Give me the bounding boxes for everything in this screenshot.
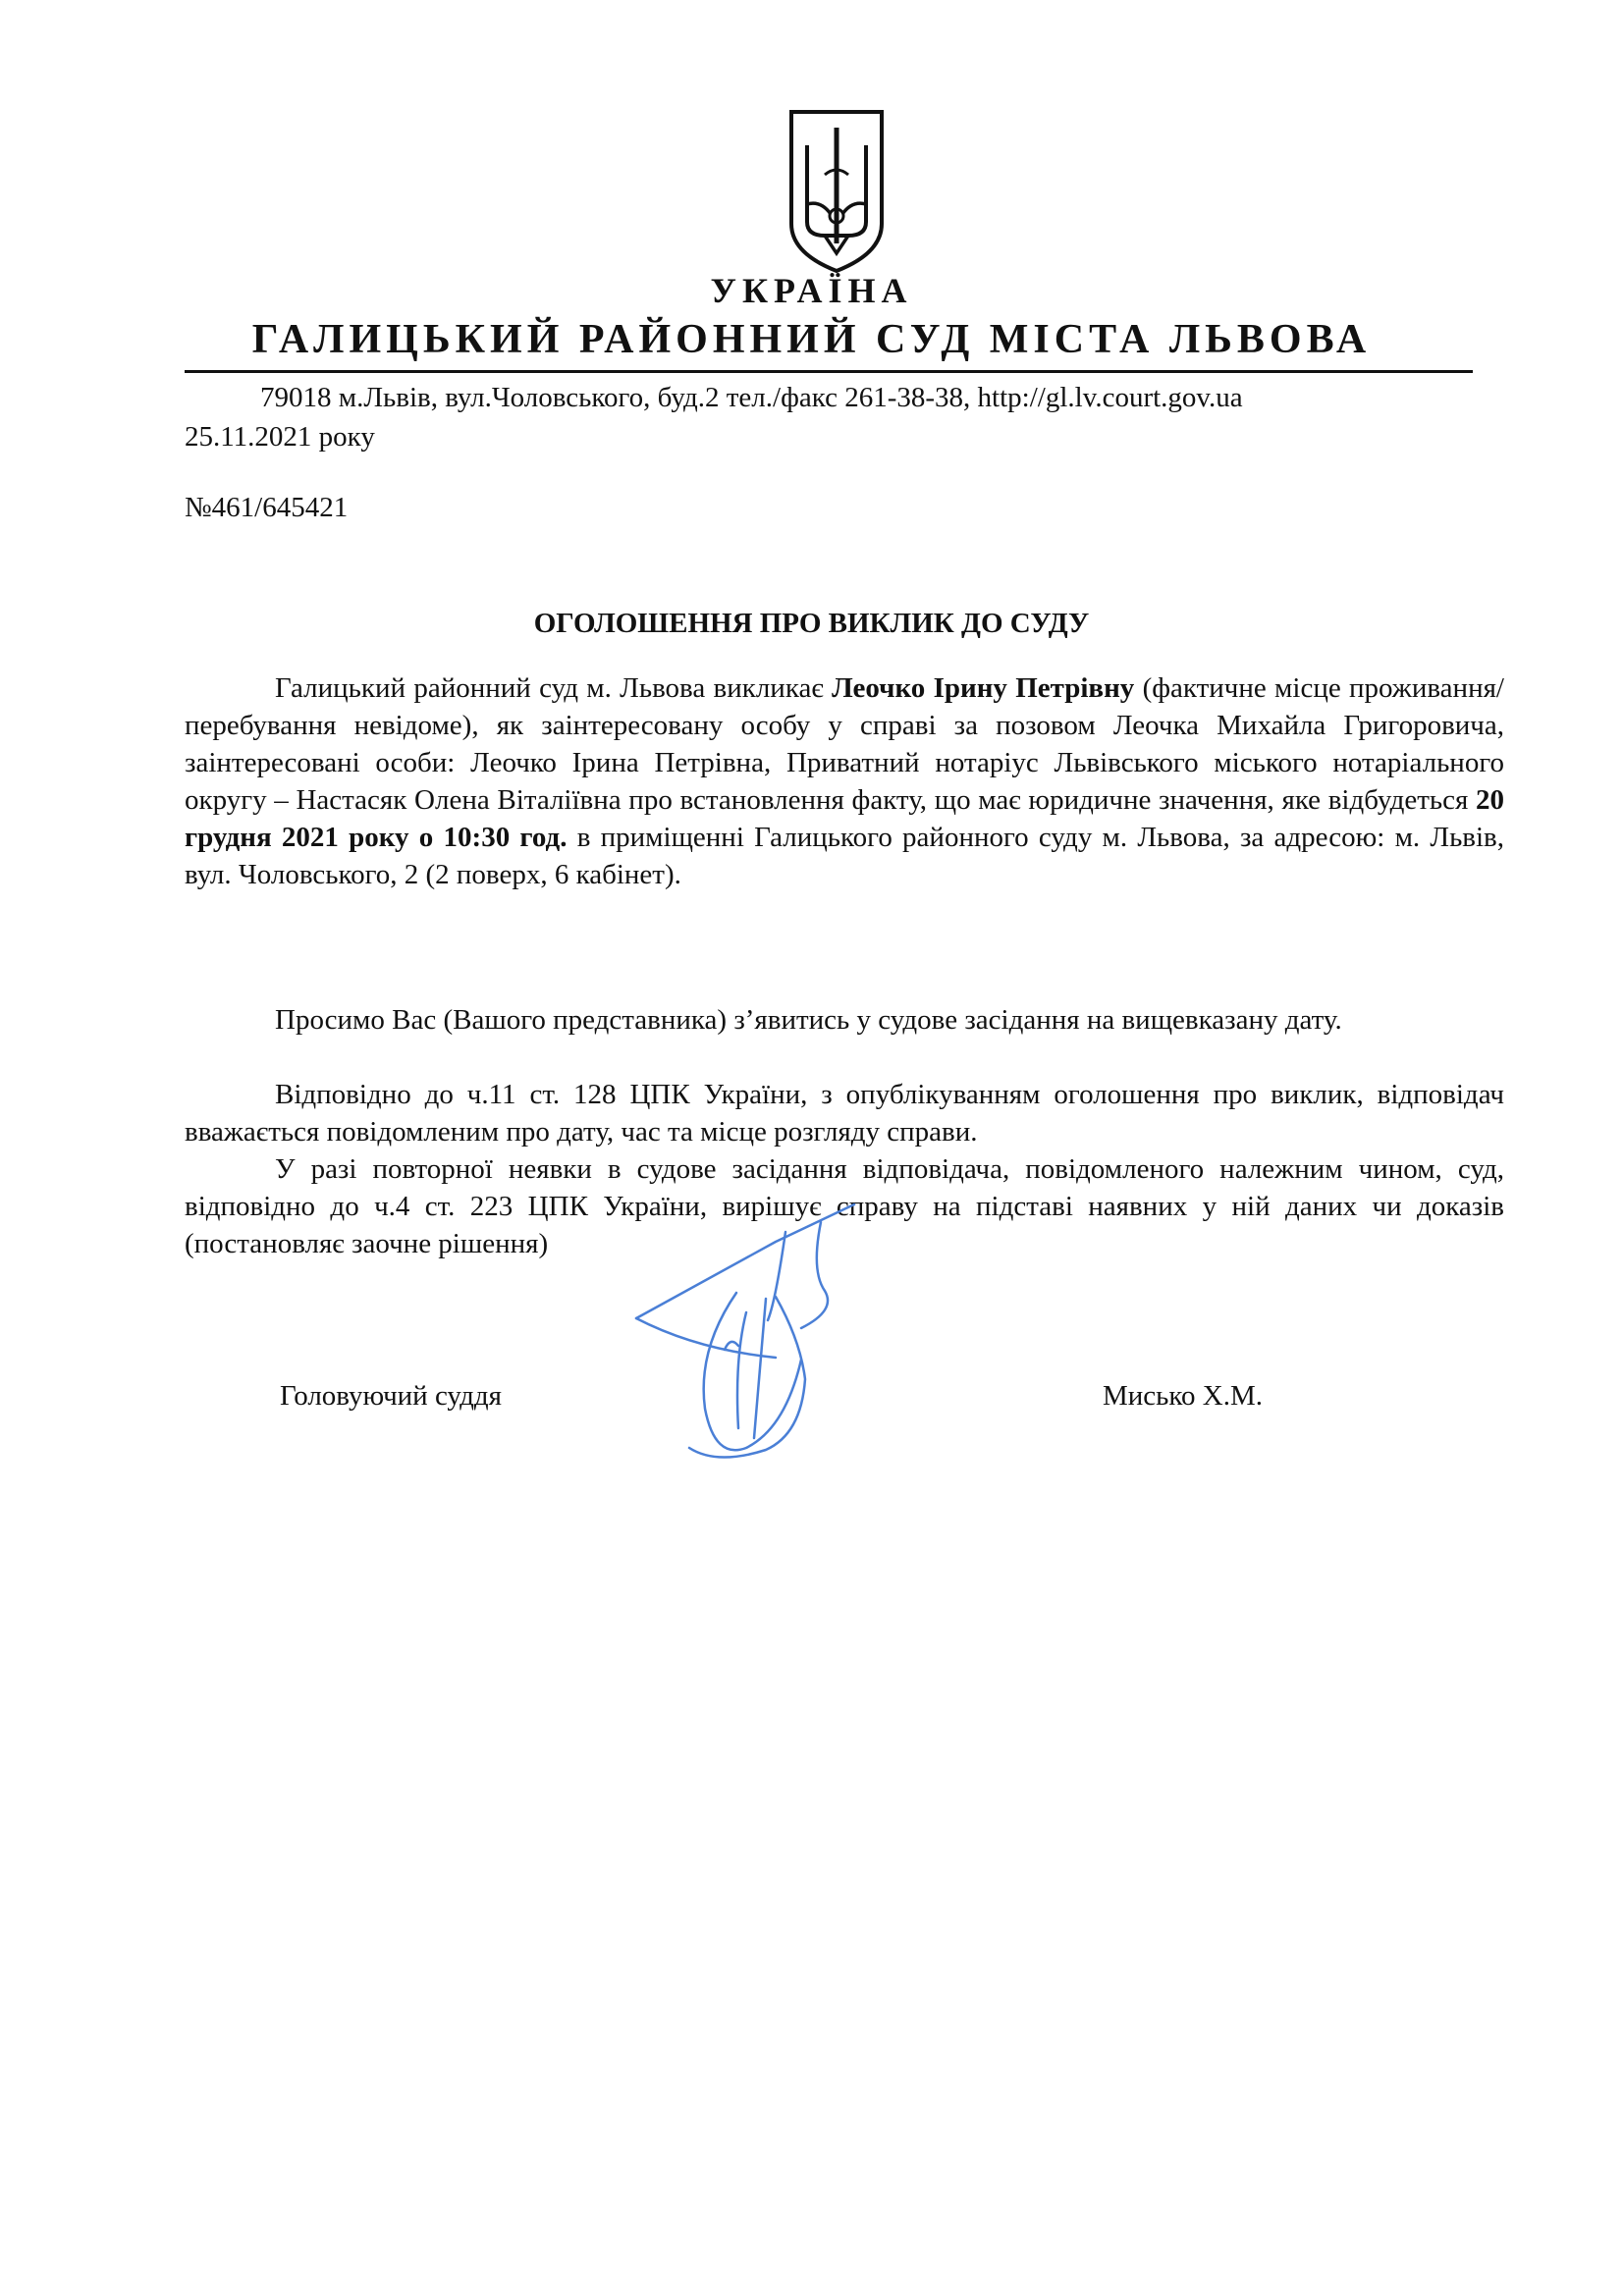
document-number: №461/645421 <box>185 492 349 523</box>
signer-name: Мисько Х.М. <box>1103 1380 1263 1412</box>
notice-paragraph-4: У разі повторної неявки в судове засідання відповідача, повідомленого належним чином, суд, відповідно до ч.4 ст. 223 ЦПК України, вирішує справу на підставі наявних у ній даних чи доказів (постановляє заочне рішення) <box>185 1153 1504 1259</box>
court-name: ГАЛИЦЬКИЙ РАЙОННИЙ СУД МІСТА ЛЬВОВА <box>251 317 1372 362</box>
notice-paragraph-2: Просимо Вас (Вашого представника) з’явитись у судове засідання на вищевказану дату. <box>275 1004 1342 1036</box>
p1-text-start: Галицький районний суд м. Львова викликає <box>275 672 833 704</box>
header-divider <box>185 370 1473 373</box>
country-heading: УКРАЇНА <box>710 271 913 310</box>
hearing-datetime: 20 грудня 2021 року о 10:30 год. <box>185 784 1504 853</box>
summoned-person-name: Леочко Ірину Петрівну <box>832 672 1135 704</box>
p1-text-end: в приміщенні Галицького районного суду м. Львова, за адресою: м. Львів, вул. Чоловського, 2 (2 поверх, 6 кабінет). <box>185 822 1504 890</box>
notice-paragraph-1 <box>185 669 1504 893</box>
notice-paragraph-3: Відповідно до ч.11 ст. 128 ЦПК України, з опублікуванням оголошення про виклик, відповідач вважається повідомленим про дату, час та місце розгляду справи. <box>185 1079 1504 1148</box>
signature-icon <box>628 1202 864 1468</box>
notice-title: ОГОЛОШЕННЯ ПРО ВИКЛИК ДО СУДУ <box>533 608 1090 639</box>
signer-title: Головуючий суддя <box>280 1380 502 1412</box>
document-date: 25.11.2021 року <box>185 421 375 453</box>
court-address: 79018 м.Львів, вул.Чоловського, буд.2 тел./факс 261-38-38, http://gl.lv.court.gov.ua <box>260 382 1243 413</box>
coat-of-arms-icon <box>785 106 888 277</box>
p1-text-middle: (фактичне місце проживання/перебування невідоме), як заінтересовану особу у справі за позовом Леочка Михайла Григоровича, заінтересовані особи: Леочко Ірина Петрівна, Приватний нотаріус Львівського міського нотаріального округу – Настасяк Олена Віталіївна про встановлення факту, що має юридичне значення, яке відбудеться <box>185 672 1504 816</box>
